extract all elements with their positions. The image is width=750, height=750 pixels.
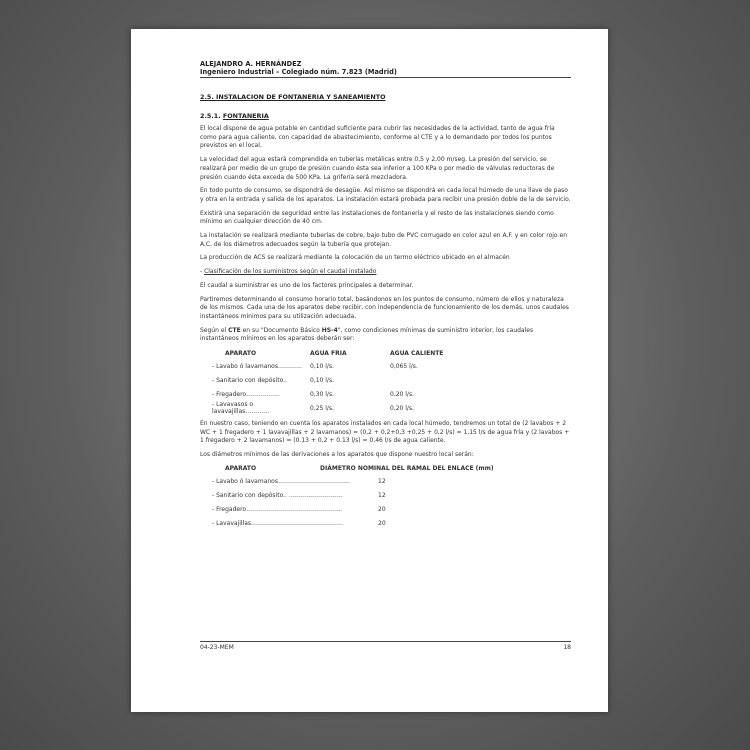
flow-header-aparato: APARATO	[225, 349, 257, 357]
diameter-table-header	[200, 463, 571, 475]
paragraph-3: En todo punto de consumo, se dispondrá de desagüe. Así mismo se dispondrá en cada local húmedo de una llave de paso y otra en la entrada y salida de los aparatos. La instalación estará probada para recibir una presión doble de la de servicio.	[200, 187, 571, 203]
table-cell: 0,25 l/s.	[310, 404, 334, 412]
table-cell: - Lavavasos o lavavajillas…………	[212, 401, 270, 416]
flow-header-caliente: AGUA CALIENTE	[390, 349, 444, 357]
table-cell: - Fregadero…………………………………………	[212, 506, 343, 514]
paragraph-9: Partiremos determinando el consumo horario total, basándonos en los puntos de consumo, número de ellos y naturaleza de los mismos. Cada una de los aparatos debe recibir, con independencia de funcionamiento de los demás, unos caudales instantáneos mínimos para su utilización adecuada.	[200, 295, 569, 320]
author-name: ALEJANDRO A. HERNÁNDEZ	[200, 60, 302, 68]
p10-hs4: HS-4	[321, 326, 338, 334]
bullet-dash: -	[200, 268, 205, 276]
table-cell: - Sanitario con depósito.. ………………………	[212, 492, 343, 500]
p10-text-c: en su "Documento Básico	[240, 326, 322, 334]
page-footer	[200, 641, 571, 651]
author-title: Ingeniero Industrial – Colegiado núm. 7.823 (Madrid)	[200, 68, 397, 76]
page-header	[200, 60, 571, 78]
p10-text-e: ", como condiciones mínimas de suministro interior, los caudales instantáneos mínimos en los aparatos deberán ser:	[200, 326, 534, 343]
table-row	[200, 517, 571, 531]
p10-text-a: Según el	[200, 326, 229, 334]
table-cell: - Fregadero……………..	[212, 390, 280, 398]
section-title: 2.5. INSTALACION DE FONTANERIA Y SANEAMIENTO	[200, 93, 386, 101]
table-row	[200, 475, 571, 489]
paragraph-10	[200, 327, 571, 344]
table-row	[200, 503, 571, 517]
classification-heading: Clasificación de los suministros según el caudal instalado	[204, 268, 377, 276]
header-divider	[200, 77, 571, 78]
diameter-header-aparato: APARATO	[225, 465, 257, 473]
paragraph-11: En nuestro caso, teniendo en cuenta los aparatos instalados en cada local húmedo, tendremos un total de (2 lavabos + 2 WC + 1 fregadero + 1 lavavajillas + 2 lavamanos) = (0,2 + 0,2+0,3 +0,25 + 0,2 l/s) = 1,15 l/s de agua fría y (2 lavabos + 1 fregadero + 2 lavamanos) = (0.13 + 0,2 + 0.13 l/s) = 0,46 l/s de agua caliente.	[200, 420, 570, 445]
table-row	[200, 359, 571, 373]
paragraph-5: La instalación se realizará mediante tuberías de cobre, bajo tubo de PVC corrugado en color azul en A.F. y en color rojo en A.C. de los diámetros adecuados según la tubería que protejan.	[200, 232, 568, 248]
subsection-name: FONTANERIA	[222, 112, 269, 120]
table-cell: 0,10 l/s.	[310, 376, 334, 384]
paragraph-6: La producción de ACS se realizará mediante la colocación de un termo eléctrico ubicado en el almacén	[200, 254, 510, 262]
subsection-title	[200, 112, 571, 120]
diameter-header-nominal: DIÁMETRO NOMINAL DEL RAMAL DEL ENLACE (mm)	[320, 465, 494, 473]
table-cell: 0,10 l/s.	[310, 362, 334, 370]
table-cell: 0,30 l/s.	[310, 390, 334, 398]
table-cell: 12	[378, 478, 386, 486]
flow-table-header	[200, 347, 571, 359]
subsection-number: 2.5.1.	[200, 112, 223, 120]
diameter-table	[200, 463, 571, 531]
paragraph-7	[200, 268, 571, 277]
flow-header-fria: AGUA FRIA	[310, 349, 347, 357]
table-cell: - Lavavajillas……………………………………….	[212, 520, 343, 528]
table-cell: - Lavabo ó lavamanos………………………………	[212, 478, 350, 486]
page-number: 18	[563, 644, 571, 651]
table-cell: 20	[378, 520, 386, 528]
table-cell: 0,065 l/s.	[390, 362, 418, 370]
table-cell: 20	[378, 506, 386, 514]
table-cell: - Lavabo ó lavamanos…………	[212, 362, 302, 370]
paragraph-4: Existirá una separación de seguridad entre las instalaciones de fontanería y el resto de las instalaciones siendo como mínimo en cualquier dirección de 40 cm.	[200, 209, 554, 226]
paragraph-12: Los diámetros mínimos de las derivaciones a los aparatos que dispone nuestro local serán:	[200, 451, 474, 459]
document-page	[131, 29, 608, 712]
paragraph-8: El caudal a suministrar es uno de los factores principales a determinar.	[200, 281, 414, 289]
table-cell: 0,20 l/s.	[390, 404, 414, 412]
flow-table	[200, 347, 571, 415]
table-row	[200, 401, 571, 415]
table-row	[200, 489, 571, 503]
p10-cte: CTE	[228, 326, 241, 334]
document-code: 04-23-MEM	[200, 644, 234, 651]
paragraph-1: El local dispone de agua potable en cantidad suficiente para cubrir las necesidades de la actividad, tanto de agua fría como para agua caliente, con capacidad de abastecimiento, conforme al CTE y a lo demandado por todos los puntos previstos en el local.	[200, 125, 555, 150]
table-cell: 12	[378, 492, 386, 500]
table-cell: 0,20 l/s.	[390, 390, 414, 398]
table-cell: - Sanitario con depósito..	[212, 376, 287, 384]
table-row	[200, 387, 571, 401]
paragraph-2: La velocidad del agua estará comprendida en tuberías metálicas entre 0,5 y 2,00 m/seg. La presión del servicio, se realizará por medio de un grupo de presión cuando ésta sea inferior a 100 KPa o por medio de válvulas reductoras de presión cuando ésta exceda de 500 KPa. La grifería será mezcladora.	[200, 156, 555, 181]
table-row	[200, 373, 571, 387]
